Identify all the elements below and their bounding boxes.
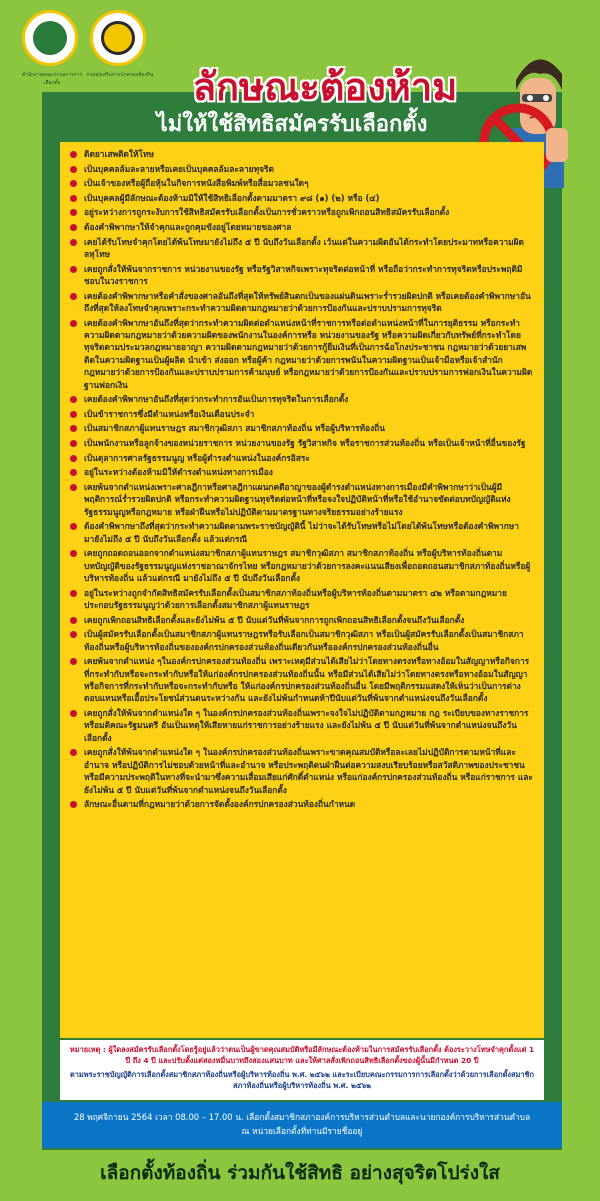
slogan: เลือกตั้งท้องถิ่น ร่วมกันใช้สิทธิ อย่างสุจริตโปร่งใส bbox=[100, 1162, 500, 1184]
bullet-icon bbox=[70, 469, 77, 476]
bullet-icon bbox=[70, 440, 77, 447]
list-item-text: เคยพ้นจากตำแหน่ง ๆในองค์กรปกครองส่วนท้องถิ่น เพราะเหตุมีส่วนได้เสียไม่ว่าโดยทางตรงหรือทางอ้อมในสัญญาหรือกิจการที่กระทำกับหรือจะกระทำกับหรือให้แก่องค์กรปกครองส่วนท้องถิ่นนั้น หรือมีส่วนได้เสียไม่ว่าโดยทางตรงหรือทางอ้อมในสัญญาหรือกิจการที่กระทำกับหรือจะกระทำกับหรือ ให้แก่องค์กรปกครองส่วนท้องถิ่นอื่น โดยมีพฤติกรรมแสดงให้เห็นว่าเป็นการต่างตอบแทนหรือเอื้อประโยชน์ส่วนตนระหว่างกัน และยังไม่พ้นกำหนดห้าปีนับแต่วันที่พ้นจากตำแหน่งจนถึงวันเลือกตั้ง bbox=[84, 656, 530, 704]
bullet-icon bbox=[70, 631, 77, 638]
page-subtitle: ไม่ให้ใช้สิทธิสมัครรับเลือกตั้ง bbox=[156, 112, 428, 137]
bullet-icon bbox=[70, 209, 77, 216]
list-item-text: เคยถูกสั่งให้พ้นจากตำแหน่งใด ๆ ในองค์กรปกครองส่วนท้องถิ่นเพราะขาดคุณสมบัติหรือละเลยไม่ปฏิบัติการตามหน้าที่และอำนาจ หรือปฏิบัติการไม่ชอบด้วยหน้าที่และอำนาจ หรือประพฤติตนฝ่าฝืนต่อความสงบเรียบร้อยหรือสวัสดิภาพของประชาชน หรือมีความประพฤติในทางที่จะนำมาซึ่งความเสื่อมเสียแก่ศักดิ์ตำแหน่ง หรือแก่องค์กรปกครองส่วนท้องถิ่น หรือแก่ราชการ และยังไม่พ้น ๕ ปี นับแต่วันที่พ้นจากตำแหน่งจนถึงวันเลือกตั้ง bbox=[84, 747, 533, 795]
bullet-icon bbox=[70, 617, 77, 624]
bullet-icon bbox=[70, 293, 77, 300]
list-item-text: เป็นเจ้าของหรือผู้ถือหุ้นในกิจการหนังสือพิมพ์หรือสื่อมวลชนใดๆ bbox=[84, 178, 309, 189]
bullet-icon bbox=[70, 396, 77, 403]
list-item bbox=[70, 393, 534, 405]
list-item-text: เคยถูกถอดถอนออกจากตำแหน่งสมาชิกสภาผู้แทนราษฎร สมาชิกวุฒิสภา สมาชิกสภาท้องถิ่น หรือผู้บริหารท้องถิ่นตามบทบัญญัติของรัฐธรรมนูญแห่งราชอาณาจักรไทย หรือกฎหมายว่าด้วยการลงคะแนนเสียงเพื่อถอดถอนสมาชิกสภาท้องถิ่นหรือผู้บริหารท้องถิ่น แล้วแต่กรณี มายังไม่ถึง ๕ ปี นับถึงวันเลือกตั้ง bbox=[84, 548, 531, 583]
bullet-icon bbox=[70, 710, 77, 717]
bullet-icon bbox=[70, 266, 77, 273]
prohibitions-panel bbox=[60, 142, 544, 1038]
list-item-text: ติดยาเสพติดให้โทษ bbox=[84, 149, 155, 159]
list-item bbox=[70, 614, 534, 626]
bullet-icon bbox=[70, 484, 77, 491]
list-item-text: ลักษณะอื่นตามที่กฎหมายว่าด้วยการจัดตั้งองค์กรปกครองส่วนท้องถิ่นกำหนด bbox=[84, 799, 356, 810]
bullet-icon bbox=[70, 590, 77, 597]
list-item bbox=[70, 628, 534, 653]
list-item-text: เป็นผู้สมัครรับเลือกตั้งเป็นสมาชิกสภาผู้แทนราษฎรหรือรับเลือกเป็นสมาชิกวุฒิสภา หรือเป็นผู้สมัครรับเลือกตั้งเป็นสมาชิกสภาท้องถิ่นหรือผู้บริหารท้องถิ่นขององค์กรปกครองส่วนท้องถิ่นเดียวกันหรือองค์กรปกครองส่วนท้องถิ่นอื่น bbox=[84, 629, 524, 652]
bullet-icon bbox=[70, 411, 77, 418]
list-item-text: เป็นตุลาการศาลรัฐธรรมนูญ หรือผู้ดำรงตำแหน่งในองค์กรอิสระ bbox=[84, 452, 310, 463]
list-item bbox=[70, 148, 534, 160]
bullet-icon bbox=[70, 224, 77, 231]
list-item bbox=[70, 655, 534, 705]
list-item bbox=[70, 707, 534, 744]
list-item-text: เคยถูกสั่งให้พ้นจากตำแหน่งใด ๆ ในองค์กรปกครองส่วนท้องถิ่นเพราะจงใจไม่ปฏิบัติตามกฎหมาย กฎ ระเบียบของทางราชการ หรือมติคณะรัฐมนตรี อันเป็นเหตุให้เสียหายแก่ราชการอย่างร้ายแรง และยังไม่พ้น ๕ ปี นับแต่วันที่พ้นจากตำแหน่งจนถึงวันเลือกตั้ง bbox=[84, 707, 529, 743]
bullet-icon bbox=[70, 425, 77, 432]
list-item-text: เคยต้องคำพิพากษาอันถึงที่สุดว่ากระทำการอันเป็นการทุจริตในการเลือกตั้ง bbox=[84, 394, 349, 405]
election-date-bar bbox=[42, 1102, 562, 1148]
bullet-icon bbox=[70, 523, 77, 530]
list-item-text: เคยต้องคำพิพากษาหรือคำสั่งของศาลอันถึงที่สุดให้ทรัพย์สินตกเป็นของแผ่นดินเพราะร่ำรวยผิดปกติ หรือเคยต้องคำพิพากษาอันถึงที่สุดให้ลงโทษจำคุกเพราะกระทำความผิดตามกฎหมายว่าด้วยการป้องกันและปราบปรามการทุจริต bbox=[84, 290, 531, 313]
bullet-icon bbox=[70, 180, 77, 187]
list-item bbox=[70, 437, 534, 449]
prohibitions-list bbox=[70, 148, 534, 811]
list-item bbox=[70, 236, 534, 261]
logo1-caption: สำนักงานคณะกรรมการการเลือกตั้ง bbox=[21, 72, 83, 86]
list-item bbox=[70, 317, 534, 391]
bullet-icon bbox=[70, 151, 77, 158]
list-item bbox=[70, 263, 534, 288]
note-penalty: หมายเหตุ : ผู้ใดลงสมัครรับเลือกตั้งโดยรู้อยู่แล้วว่าตนเป็นผู้ขาดคุณสมบัติหรือมีลักษณะต้องห้ามในการสมัครรับเลือกตั้ง ต้องระวางโทษจำคุกตั้งแต่ 1 ปี ถึง 4 ปี และปรับตั้งแต่สองหมื่นบาทถึงสองแสนบาท และให้ศาลสั่งเพิกถอนสิทธิเลือกตั้งของผู้นั้นมีกำหนด 20 ปี bbox=[69, 1045, 535, 1065]
bullet-icon bbox=[70, 455, 77, 462]
note-law-reference: ตามพระราชบัญญัติการเลือกตั้งสมาชิกสภาท้องถิ่นหรือผู้บริหารท้องถิ่น พ.ศ. ๒๕๖๒ และระเบียบคณะกรรมการการเลือกตั้งว่าด้วยการเลือกตั้งสมาชิกสภาท้องถิ่นหรือผู้บริหารท้องถิ่น พ.ศ. ๒๕๖๒ bbox=[69, 1070, 535, 1090]
list-item bbox=[70, 163, 534, 175]
bullet-icon bbox=[70, 195, 77, 202]
list-item bbox=[70, 408, 534, 420]
polling-place-line: ณ หน่วยเลือกตั้งที่ท่านมีรายชื่ออยู่ bbox=[241, 1126, 363, 1136]
bullet-icon bbox=[70, 550, 77, 557]
list-item-text: เป็นข้าราชการซึ่งมีตำแหน่งหรือเงินเดือนประจำ bbox=[84, 408, 255, 419]
bullet-icon bbox=[70, 658, 77, 665]
logo2-caption: กรมส่งเสริมการปกครองท้องถิ่น bbox=[86, 72, 154, 78]
list-item bbox=[70, 206, 534, 218]
dla-logo-icon bbox=[86, 10, 154, 78]
list-item bbox=[70, 481, 534, 518]
list-item bbox=[70, 746, 534, 796]
list-item bbox=[70, 192, 534, 204]
list-item-text: เคยถูกเพิกถอนสิทธิเลือกตั้งและยังไม่พ้น ๕ ปี นับแต่วันที่พ้นจากการถูกเพิกถอนสิทธิเลือกตั้งจนถึงวันเลือกตั้ง bbox=[84, 614, 465, 625]
list-item-text: อยู่ระหว่างการถูกระงับการใช้สิทธิสมัครรับเลือกตั้งเป็นการชั่วคราวหรือถูกเพิกถอนสิทธิสมัครรับเลือกตั้ง bbox=[84, 207, 450, 218]
list-item-text: เป็นบุคคลผู้มีลักษณะต้องห้ามมิให้ใช้สิทธิเลือกตั้งตามมาตรา ๙๘ (๑) (๒) หรือ (๔) bbox=[84, 192, 380, 203]
note-box bbox=[60, 1040, 544, 1100]
list-item bbox=[70, 221, 534, 233]
list-item-text: เคยถูกสั่งให้พ้นจากราชการ หน่วยงานของรัฐ หรือรัฐวิสาหกิจเพราะทุจริตต่อหน้าที่ หรือถือว่ากระทำการทุจริตหรือประพฤติมิชอบในวงราชการ bbox=[84, 263, 523, 286]
list-item-text: อยู่ในระหว่างต้องห้ามมิให้ดำรงตำแหน่งทางการเมือง bbox=[84, 467, 273, 478]
list-item-text: เป็นพนักงานหรือลูกจ้างของหน่วยราชการ หน่วยงานของรัฐ รัฐวิสาหกิจ หรือราชการส่วนท้องถิ่น หรือเป็นเจ้าหน้าที่อื่นของรัฐ bbox=[84, 437, 526, 448]
list-item-text: ต้องคำพิพากษาให้จำคุกและถูกคุมขังอยู่โดยหมายของศาล bbox=[84, 221, 292, 232]
list-item bbox=[70, 798, 534, 810]
list-item-text: อยู่ในระหว่างถูกจำกัดสิทธิสมัครรับเลือกตั้งเป็นสมาชิกสภาท้องถิ่นหรือผู้บริหารท้องถิ่นตามมาตรา ๔๒ หรือตามกฎหมายประกอบรัฐธรรมนูญว่าด้วยการเลือกตั้งสมาชิกสภาผู้แทนราษฎร bbox=[84, 587, 507, 610]
bullet-icon bbox=[70, 166, 77, 173]
list-item bbox=[70, 422, 534, 434]
list-item bbox=[70, 587, 534, 612]
list-item bbox=[70, 547, 534, 584]
ect-logo-icon bbox=[21, 10, 83, 86]
election-date-line: 28 พฤศจิกายน 2564 เวลา 08.00 – 17.00 น. เลือกตั้งสมาชิกสภาองค์การบริหารส่วนตำบลและนายกองค์การบริหารส่วนตำบล bbox=[73, 1112, 531, 1122]
list-item bbox=[70, 466, 534, 478]
list-item-text: เป็นสมาชิกสภาผู้แทนราษฎร สมาชิกวุฒิสภา สมาชิกสภาท้องถิ่น หรือผู้บริหารท้องถิ่น bbox=[84, 423, 385, 434]
list-item-text: เคยต้องคำพิพากษาอันถึงที่สุดว่ากระทำความผิดต่อตำแหน่งหน้าที่ราชการหรือต่อตำแหน่งหน้าที่ในการยุติธรรม หรือกระทำความผิดตามกฎหมายว่าด้วยความผิดของพนักงานในองค์การหรือ หน่วยงานของรัฐ หรือความผิดเกี่ยวกับทรัพย์ที่กระทำโดยทุจริตตามประมวลกฎหมายอาญา ความผิดตามกฎหมายว่าด้วยการกู้ยืมเงินที่เป็นการฉ้อโกงประชาชน กฎหมายว่าด้วยยาเสพติดในความผิดฐานเป็นผู้ผลิต นำเข้า ส่งออก หรือผู้ค้า กฎหมายว่าด้วยการพนันในความผิดฐานเป็นเจ้ามือหรือเจ้าสำนัก กฎหมายว่าด้วยการป้องกันและปราบปรามการค้ามนุษย์ หรือกฎหมายว่าด้วยการป้องกันและปราบปรามการฟอกเงินในความผิดฐานฟอกเงิน bbox=[84, 317, 533, 390]
bullet-icon bbox=[70, 320, 77, 327]
list-item-text: เคยได้รับโทษจำคุกโดยได้พ้นโทษมายังไม่ถึง ๕ ปี นับถึงวันเลือกตั้ง เว้นแต่ในความผิดอันได้กระทำโดยประมาทหรือความผิดลหุโทษ bbox=[84, 236, 524, 259]
page-title: ลักษณะต้องห้าม bbox=[192, 65, 458, 109]
list-item bbox=[70, 520, 534, 545]
list-item-text: เป็นบุคคลล้มละลายหรือเคยเป็นบุคคลล้มละลายทุจริต bbox=[84, 163, 274, 174]
bullet-icon bbox=[70, 239, 77, 246]
list-item bbox=[70, 452, 534, 464]
list-item bbox=[70, 290, 534, 315]
bullet-icon bbox=[70, 749, 77, 756]
list-item-text: เคยพ้นจากตำแหน่งเพราะศาลฎีกาหรือศาลฎีกาแผนกคดีอาญาของผู้ดำรงตำแหน่งทางการเมืองมีคำพิพากษาว่าเป็นผู้มีพฤติการณ์ร่ำรวยผิดปกติ หรือกระทำความผิดฐานทุจริตต่อหน้าที่หรือจงใจปฏิบัติหน้าที่หรือใช้อำนาจขัดต่อบทบัญญัติแห่งรัฐธรรมนูญหรือกฎหมาย หรือฝ่าฝืนหรือไม่ปฏิบัติตามมาตรฐานทางจริยธรรมอย่างร้ายแรง bbox=[84, 481, 511, 517]
bullet-icon bbox=[70, 801, 77, 808]
logo-group bbox=[21, 10, 154, 86]
list-item-text: ต้องคำพิพากษาถึงที่สุดว่ากระทำความผิดตามพระราชบัญญัตินี้ ไม่ว่าจะได้รับโทษหรือไม่โดยได้พ้นโทษหรือต้องคำพิพากษามายังไม่ถึง ๕ ปี นับถึงวันเลือกตั้ง แล้วแต่กรณี bbox=[84, 521, 519, 544]
list-item bbox=[70, 177, 534, 189]
